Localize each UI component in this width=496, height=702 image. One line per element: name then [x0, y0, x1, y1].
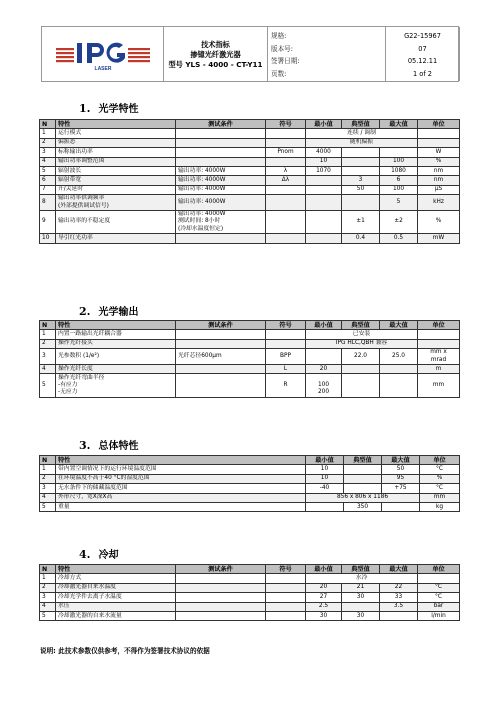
cell-max: 95: [382, 474, 420, 483]
column-header: 单位: [418, 120, 460, 129]
meta-label-pages: 页数:: [271, 69, 287, 78]
title-line-1: 技术指标: [201, 40, 230, 49]
cell-characteristic: 输出功率的不稳定度: [56, 210, 176, 233]
cell-typ: 50: [342, 185, 380, 194]
cell-condition: 输出功率: 4000W 测试时间: 8小时 (冷却水温度恒定): [176, 210, 266, 233]
cell-value-span: 随机偏振: [306, 138, 418, 147]
cell-characteristic: 输出功率供调频率 (外部提供调试信号): [56, 195, 176, 211]
meta-value-pages: 1 of 2: [413, 69, 432, 78]
cell-symbol: Pnom: [266, 148, 306, 157]
cell-max: ±2: [380, 210, 418, 233]
cell-characteristic: 导引红光功率: [56, 234, 176, 243]
cell-symbol: [266, 234, 306, 243]
cell-condition: 光纤芯径600μm: [176, 349, 266, 365]
cell-n: 5: [40, 374, 56, 397]
cell-typ: 21: [342, 583, 380, 592]
cell-max: 33: [380, 593, 418, 602]
table-row: [40, 330, 460, 339]
cell-max: 1080: [380, 166, 418, 175]
cell-condition: [176, 574, 266, 583]
cell-n: 3: [40, 484, 56, 493]
cell-typ: [342, 148, 380, 157]
column-header: 特性: [56, 321, 176, 330]
column-header: 典型值: [342, 321, 380, 330]
meta-value-spec: G22-15967: [404, 32, 441, 40]
meta-label-spec: 规格:: [271, 32, 287, 40]
cell-max: 0.5: [380, 234, 418, 243]
cell-min: -40: [306, 484, 344, 493]
cell-value-span: 已安装: [306, 330, 418, 339]
column-header: N: [40, 120, 56, 129]
cell-n: 5: [40, 611, 56, 620]
cell-characteristic: 操作光纤弯曲半径 -有应力 -无应力: [56, 374, 176, 397]
cell-max: 25.0: [380, 349, 418, 365]
cell-typ: [342, 166, 380, 175]
cell-typ: [342, 157, 380, 166]
title-line-2: 掺镱光纤激光器: [190, 50, 241, 59]
cell-unit: kg: [420, 502, 460, 511]
cell-n: 4: [40, 602, 56, 611]
table-row: [40, 349, 460, 365]
cell-symbol: [266, 583, 306, 592]
cell-typ: [344, 474, 382, 483]
cell-symbol: Δλ: [266, 176, 306, 185]
cell-min: 2.5: [306, 602, 342, 611]
column-header: 特性: [56, 120, 176, 129]
logo-cell: [42, 27, 164, 81]
cell-unit: °C: [420, 484, 460, 493]
cell-unit: mW: [418, 234, 460, 243]
cell-symbol: [266, 129, 306, 138]
cell-typ: [342, 364, 380, 373]
cell-symbol: λ: [266, 166, 306, 175]
table-row: [40, 138, 460, 147]
doc-title: [164, 27, 268, 81]
cell-characteristic: 标称输出功率: [56, 148, 176, 157]
cell-n: 2: [40, 583, 56, 592]
cell-min: 100 200: [306, 374, 342, 397]
column-header: 单位: [418, 565, 460, 574]
disclaimer-note: 说明: 此技术参数仅供参考，不得作为签署技术协议的依据: [40, 647, 210, 655]
cell-condition: [176, 129, 266, 138]
cell-condition: 输出功率: 4000W: [176, 185, 266, 194]
cell-value-span: 连续 / 调制: [306, 129, 418, 138]
cell-unit: bar: [418, 602, 460, 611]
header-row: [40, 120, 460, 129]
table-row: [40, 185, 460, 194]
column-header: 最小值: [306, 120, 342, 129]
document-header: [41, 26, 459, 82]
column-header: 最大值: [380, 321, 418, 330]
meta-label-version: 版本号:: [271, 44, 294, 53]
cell-symbol: [266, 185, 306, 194]
cell-condition: [176, 234, 266, 243]
cell-n: 2: [40, 138, 56, 147]
cell-unit: mm: [420, 493, 460, 502]
cell-n: 4: [40, 364, 56, 373]
cell-n: 9: [40, 210, 56, 233]
cell-n: 8: [40, 195, 56, 211]
cell-symbol: [266, 574, 306, 583]
optical-output-table: [39, 320, 460, 398]
cell-typ: [342, 374, 380, 397]
table-row: [40, 583, 460, 592]
cell-characteristic: 辐射带宽: [56, 176, 176, 185]
column-header: 最小值: [306, 456, 344, 465]
meta-values: [386, 27, 460, 81]
cell-symbol: [266, 210, 306, 233]
table-row: [40, 210, 460, 233]
cell-characteristic: 运行模式: [56, 129, 176, 138]
column-header: 单位: [418, 321, 460, 330]
cell-condition: [176, 602, 266, 611]
cell-characteristic: 冷却光学件去离子水温度: [56, 593, 176, 602]
cell-symbol: [266, 339, 306, 348]
cell-condition: 输出功率: 4000W: [176, 166, 266, 175]
table-row: [40, 474, 460, 483]
cell-symbol: R: [266, 374, 306, 397]
cell-n: 2: [40, 474, 56, 483]
cell-n: 3: [40, 349, 56, 365]
cell-min: [306, 349, 342, 365]
header-row: [40, 321, 460, 330]
cell-max: 6: [380, 176, 418, 185]
table-row: [40, 374, 460, 397]
table-row: [40, 465, 460, 474]
cell-n: 5: [40, 166, 56, 175]
table-row: [40, 574, 460, 583]
table-row: [40, 602, 460, 611]
cell-min: [306, 185, 342, 194]
cell-condition: [176, 364, 266, 373]
meta-value-date: 05.12.11: [407, 57, 438, 65]
meta-value-version: 07: [418, 44, 427, 53]
table-row: [40, 611, 460, 620]
cell-unit: %: [418, 157, 460, 166]
header-row: [40, 565, 460, 574]
cell-unit: nm: [418, 176, 460, 185]
cell-condition: [176, 611, 266, 620]
cell-value-span: 水冷: [306, 574, 418, 583]
cell-condition: [176, 593, 266, 602]
table-row: [40, 166, 460, 175]
column-header: 测试条件: [176, 120, 266, 129]
section-heading-cooling: 4. 冷却: [79, 548, 119, 561]
cell-typ: [344, 465, 382, 474]
cell-typ: [342, 195, 380, 211]
cell-n: 2: [40, 339, 56, 348]
meta-label-date: 签署日期:: [271, 57, 300, 65]
cell-symbol: [266, 195, 306, 211]
cell-min: [306, 502, 344, 511]
table-row: [40, 234, 460, 243]
column-header: 最大值: [382, 456, 420, 465]
column-header: 特性: [56, 565, 176, 574]
cell-symbol: [266, 330, 306, 339]
cell-typ: 22.0: [342, 349, 380, 365]
cell-characteristic: 重量: [56, 502, 306, 511]
table-row: [40, 339, 460, 348]
cell-value-span: IPG HLC,QBH 兼容: [306, 339, 418, 348]
cell-condition: [176, 330, 266, 339]
cell-n: 3: [40, 148, 56, 157]
cell-unit: l/min: [418, 611, 460, 620]
cell-max: 22: [380, 583, 418, 592]
table-row: [40, 195, 460, 211]
cell-condition: [176, 339, 266, 348]
cell-min: 10: [306, 157, 342, 166]
cell-n: 3: [40, 593, 56, 602]
general-characteristics-table: [39, 455, 460, 512]
column-header: 特性: [56, 456, 306, 465]
table-row: [40, 484, 460, 493]
cell-unit: mm: [418, 374, 460, 397]
cell-max: [380, 364, 418, 373]
cell-min: 27: [306, 593, 342, 602]
section-heading-output: 2. 光学输出: [79, 305, 139, 318]
cell-condition: [176, 583, 266, 592]
cell-typ: 30: [342, 593, 380, 602]
table-row: [40, 593, 460, 602]
cell-min: 30: [306, 611, 342, 620]
cell-unit: m: [418, 364, 460, 373]
cell-condition: 输出功率: 4000W: [176, 195, 266, 211]
cell-characteristic: 冷却激光器的自来水流量: [56, 611, 176, 620]
cell-max: [380, 374, 418, 397]
cell-n: 5: [40, 502, 56, 511]
cell-characteristic: 操作光纤长度: [56, 364, 176, 373]
column-header: 最小值: [306, 565, 342, 574]
cell-max: 100: [380, 157, 418, 166]
cell-unit: °C: [420, 465, 460, 474]
cell-condition: [176, 148, 266, 157]
table-row: [40, 129, 460, 138]
cell-n: 6: [40, 176, 56, 185]
table-row: [40, 364, 460, 373]
cell-unit: [418, 330, 460, 339]
column-header: 典型值: [342, 565, 380, 574]
cell-characteristic: 外形尺寸，宽X深X高: [56, 493, 306, 502]
cell-typ: ±1: [342, 210, 380, 233]
cell-min: 4000: [306, 148, 342, 157]
cell-max: [380, 148, 418, 157]
cell-min: 20: [306, 364, 342, 373]
cell-symbol: [266, 138, 306, 147]
cell-min: [306, 234, 342, 243]
cell-condition: [176, 374, 266, 397]
cell-characteristic: 冷却方式: [56, 574, 176, 583]
cell-unit: [418, 574, 460, 583]
column-header: 测试条件: [176, 565, 266, 574]
cell-characteristic: 冷却激光器自来水温度: [56, 583, 176, 592]
column-header: 最小值: [306, 321, 342, 330]
cell-symbol: [266, 157, 306, 166]
column-header: 典型值: [342, 120, 380, 129]
cell-symbol: [266, 611, 306, 620]
column-header: 符号: [266, 120, 306, 129]
cell-n: 4: [40, 157, 56, 166]
section-heading-optical: 1. 光学特性: [79, 102, 139, 115]
cell-n: 1: [40, 330, 56, 339]
section-heading-general: 3. 总体特性: [79, 439, 139, 452]
column-header: N: [40, 456, 56, 465]
cell-value-span: 856 x 806 x 1186: [306, 493, 420, 502]
cell-unit: W: [418, 148, 460, 157]
cell-characteristic: 辐射波长: [56, 166, 176, 175]
column-header: N: [40, 565, 56, 574]
table-row: [40, 493, 460, 502]
cell-max: 50: [382, 465, 420, 474]
cell-n: 1: [40, 129, 56, 138]
ipg-logo: [56, 39, 150, 71]
cell-n: 1: [40, 465, 56, 474]
cell-unit: kHz: [418, 195, 460, 211]
column-header: 典型值: [344, 456, 382, 465]
cell-typ: [342, 602, 380, 611]
cell-typ: 0.4: [342, 234, 380, 243]
cell-characteristic: 输出功率调整范围: [56, 157, 176, 166]
cell-min: [306, 210, 342, 233]
cell-unit: μS: [418, 185, 460, 194]
cell-min: 20: [306, 583, 342, 592]
cell-unit: °C: [418, 583, 460, 592]
cell-max: 5: [380, 195, 418, 211]
cell-symbol: [266, 593, 306, 602]
cell-unit: [418, 339, 460, 348]
column-header: N: [40, 321, 56, 330]
optical-characteristics-table: [39, 119, 460, 244]
table-row: [40, 148, 460, 157]
cell-characteristic: 内置一路输出光纤耦合器: [56, 330, 176, 339]
cell-characteristic: 操作光纤接头: [56, 339, 176, 348]
cell-min: 10: [306, 465, 344, 474]
cell-unit: [418, 138, 460, 147]
cell-unit: %: [418, 210, 460, 233]
cell-unit: nm: [418, 166, 460, 175]
cell-typ: 350: [344, 502, 382, 511]
cell-n: 7: [40, 185, 56, 194]
column-header: 符号: [266, 565, 306, 574]
cell-max: [382, 502, 420, 511]
cell-characteristic: 开/关延时: [56, 185, 176, 194]
column-header: 测试条件: [176, 321, 266, 330]
table-row: [40, 176, 460, 185]
table-row: [40, 157, 460, 166]
cell-condition: [176, 157, 266, 166]
cell-max: 100: [380, 185, 418, 194]
cell-unit: mm x mrad: [418, 349, 460, 365]
cell-max: [380, 611, 418, 620]
meta-labels: [268, 27, 386, 81]
cell-characteristic: 在环境温度不高于40 °C的湿度范围: [56, 474, 306, 483]
cell-characteristic: 光参数积 (1/e²): [56, 349, 176, 365]
cell-condition: [176, 138, 266, 147]
cell-n: 4: [40, 493, 56, 502]
cell-max: 3.5: [380, 602, 418, 611]
cell-typ: 3: [342, 176, 380, 185]
cell-min: 1070: [306, 166, 342, 175]
column-header: 符号: [266, 321, 306, 330]
column-header: 最大值: [380, 565, 418, 574]
cell-symbol: BPP: [266, 349, 306, 365]
cell-typ: [344, 484, 382, 493]
header-row: [40, 456, 460, 465]
cell-characteristic: 水压: [56, 602, 176, 611]
cell-symbol: [266, 602, 306, 611]
cell-unit: °C: [418, 593, 460, 602]
logo-subtext: LASER: [94, 66, 112, 71]
cell-n: 1: [40, 574, 56, 583]
cell-typ: 30: [342, 611, 380, 620]
cell-min: [306, 176, 342, 185]
cell-condition: 输出功率: 4000W: [176, 176, 266, 185]
column-header: 最大值: [380, 120, 418, 129]
cell-max: +75: [382, 484, 420, 493]
cell-characteristic: 带内置空调情况下的运行环境温度范围: [56, 465, 306, 474]
cell-symbol: L: [266, 364, 306, 373]
cell-unit: %: [420, 474, 460, 483]
cooling-table: [39, 564, 460, 621]
cell-characteristic: 无水条件下的储藏温度范围: [56, 484, 306, 493]
cell-min: 10: [306, 474, 344, 483]
table-row: [40, 502, 460, 511]
cell-unit: [418, 129, 460, 138]
cell-n: 10: [40, 234, 56, 243]
cell-min: [306, 195, 342, 211]
cell-characteristic: 偏振态: [56, 138, 176, 147]
column-header: 单位: [420, 456, 460, 465]
title-line-3: 型号 YLS - 4000 - CT-Y11: [168, 60, 263, 69]
